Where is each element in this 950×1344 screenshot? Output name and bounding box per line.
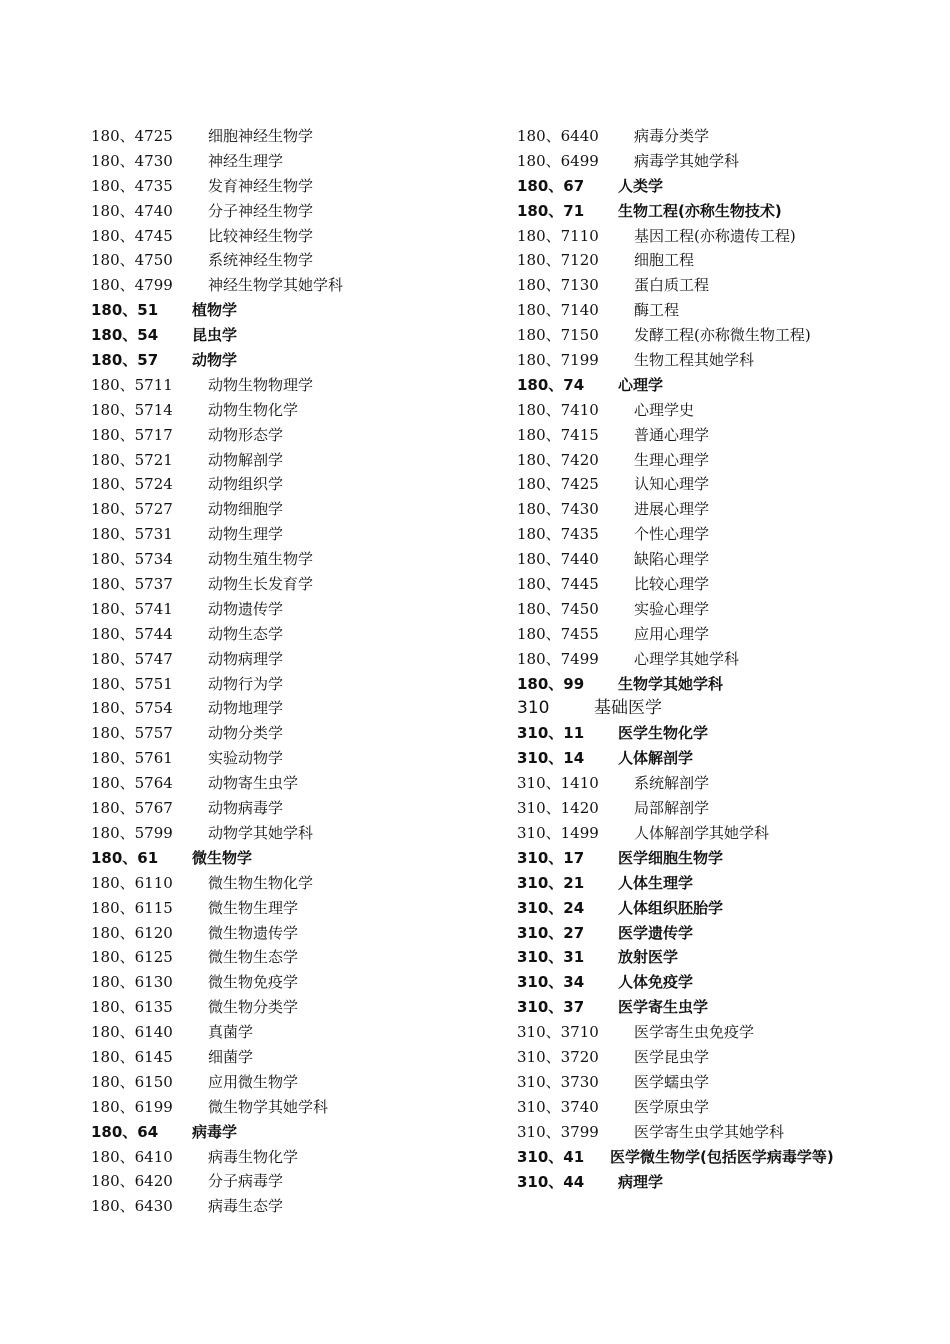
- entry-row: [91, 597, 501, 622]
- entry-label: 发酵工程(亦称微生物工程): [634, 326, 811, 345]
- entry-code: 180、4750: [91, 251, 173, 270]
- entry-code: 180、61: [91, 848, 159, 867]
- entry-label: 心理学: [618, 375, 664, 394]
- entry-row: [517, 497, 847, 522]
- entry-label: 动物生物物理学: [208, 375, 314, 394]
- entry-row: [517, 647, 847, 672]
- entry-label: 应用心理学: [634, 624, 710, 643]
- entry-code: 180、7199: [517, 351, 599, 370]
- entry-row: [91, 348, 501, 373]
- entry-code: 310、3720: [517, 1047, 599, 1066]
- entry-code: 180、5714: [91, 400, 173, 419]
- entry-code: 180、7499: [517, 649, 599, 668]
- entry-row: [91, 746, 501, 771]
- entry-label: 医学原虫学: [634, 1097, 710, 1116]
- entry-row: [91, 448, 501, 473]
- entry-code: 180、57: [91, 351, 159, 370]
- entry-row: [517, 348, 847, 373]
- entry-label: 微生物生物化学: [208, 873, 314, 892]
- entry-row: [517, 622, 847, 647]
- entry-code: 180、51: [91, 301, 159, 320]
- entry-row: [91, 1145, 501, 1170]
- entry-label: 病毒分类学: [634, 127, 710, 145]
- entry-label: 放射医学: [618, 948, 679, 967]
- entry-label: 动物解剖学: [208, 450, 284, 469]
- entry-row: [517, 298, 847, 323]
- entry-label: 生理心理学: [634, 450, 710, 469]
- entry-code: 180、54: [91, 326, 159, 345]
- entry-row: [91, 1070, 501, 1095]
- entry-label: 动物遗传学: [208, 599, 284, 618]
- entry-row: [517, 273, 847, 298]
- entry-label: 比较神经生物学: [208, 226, 314, 245]
- entry-code: 180、5727: [91, 500, 173, 519]
- entry-code: 180、6199: [91, 1097, 173, 1116]
- entry-label: 神经生物学其她学科: [208, 276, 344, 295]
- entry-code: 310、3710: [517, 1023, 599, 1042]
- entry-row: [91, 796, 501, 821]
- entry-code: 310、17: [517, 848, 585, 867]
- entry-label: 医学寄生虫免疫学: [634, 1023, 755, 1042]
- entry-row: [91, 647, 501, 672]
- entry-code: 310、44: [517, 1172, 585, 1191]
- entry-row: [91, 921, 501, 946]
- entry-row: [517, 547, 847, 572]
- entry-code: 180、5747: [91, 649, 173, 668]
- entry-label: 系统神经生物学: [208, 251, 314, 270]
- entry-row: [91, 273, 501, 298]
- entry-code: 310、1410: [517, 774, 599, 793]
- entry-row: [517, 572, 847, 597]
- entry-code: 180、7450: [517, 599, 599, 618]
- entry-code: 310、3730: [517, 1072, 599, 1091]
- entry-row: [91, 970, 501, 995]
- entry-code: 180、7415: [517, 425, 599, 444]
- entry-row: [91, 672, 501, 697]
- entry-label: 微生物遗传学: [208, 923, 299, 942]
- entry-code: 180、5731: [91, 525, 173, 544]
- entry-row: [517, 672, 847, 697]
- entry-row: [91, 199, 501, 224]
- entry-row: [91, 497, 501, 522]
- entry-label: 医学遗传学: [618, 923, 694, 942]
- entry-row: [91, 224, 501, 249]
- entry-label: 医学寄生虫学其她学科: [634, 1122, 785, 1141]
- entry-code: 180、5764: [91, 774, 173, 793]
- entry-code: 180、7445: [517, 575, 599, 594]
- entry-code: 180、7430: [517, 500, 599, 519]
- entry-code: 180、6130: [91, 973, 173, 992]
- entry-code: 180、5799: [91, 823, 173, 842]
- entry-row: [517, 224, 847, 249]
- entry-label: 动物病理学: [208, 649, 284, 668]
- entry-code: 180、5767: [91, 799, 173, 818]
- entry-label: 微生物生态学: [208, 948, 299, 967]
- entry-row: [91, 323, 501, 348]
- entry-row: [91, 1120, 501, 1145]
- entry-label: 生物工程(亦称生物技术): [618, 201, 782, 220]
- entry-label: 基因工程(亦称遗传工程): [634, 226, 796, 245]
- entry-code: 310、21: [517, 873, 585, 892]
- entry-code: 180、67: [517, 176, 585, 195]
- entry-code: 310、37: [517, 998, 585, 1017]
- entry-code: 180、74: [517, 375, 585, 394]
- entry-row: [517, 945, 847, 970]
- entry-label: 人体解剖学其她学科: [634, 823, 770, 842]
- entry-label: 动物生长发育学: [208, 575, 314, 594]
- entry-row: [517, 1070, 847, 1095]
- entry-code: 180、6430: [91, 1197, 173, 1216]
- entry-code: 180、5761: [91, 749, 173, 768]
- entry-label: 动物生殖生物学: [208, 550, 314, 569]
- entry-label: 医学微生物学(包括医学病毒学等): [610, 1147, 834, 1166]
- entry-row: [517, 373, 847, 398]
- entry-code: 310、34: [517, 973, 585, 992]
- entry-label: 心理学其她学科: [634, 649, 740, 668]
- entry-code: 180、5717: [91, 425, 173, 444]
- entry-code: 310、3740: [517, 1097, 599, 1116]
- entry-code: 180、6410: [91, 1147, 173, 1166]
- entry-label: 细胞工程: [634, 251, 695, 270]
- entry-row: [517, 1095, 847, 1120]
- entry-code: 180、5721: [91, 450, 173, 469]
- entry-code: 180、4740: [91, 201, 173, 220]
- entry-row: [91, 547, 501, 572]
- entry-row: [91, 572, 501, 597]
- entry-label: 病理学: [618, 1172, 664, 1191]
- entry-label: 人类学: [618, 176, 664, 195]
- entry-code: 180、7110: [517, 226, 599, 245]
- left-column: [91, 124, 501, 1219]
- entry-code: 180、7150: [517, 326, 599, 345]
- entry-code: 180、5734: [91, 550, 173, 569]
- entry-label: 昆虫学: [192, 326, 238, 345]
- entry-label: 微生物生理学: [208, 898, 299, 917]
- entry-row: [517, 1045, 847, 1070]
- entry-label: 动物组织学: [208, 475, 284, 494]
- entry-row: [91, 248, 501, 273]
- entry-row: [517, 896, 847, 921]
- entry-label: 病毒生物化学: [208, 1147, 299, 1166]
- entry-code: 180、6145: [91, 1047, 173, 1066]
- entry-row: [517, 174, 847, 199]
- entry-code: 180、6135: [91, 998, 173, 1017]
- entry-code: 310: [517, 698, 550, 719]
- entry-code: 180、7440: [517, 550, 599, 569]
- entry-label: 分子病毒学: [208, 1172, 284, 1191]
- entry-row: [91, 1095, 501, 1120]
- entry-label: 神经生理学: [208, 151, 284, 170]
- entry-row: [91, 846, 501, 871]
- entry-label: 实验动物学: [208, 749, 284, 768]
- entry-row: [91, 124, 501, 149]
- entry-label: 动物学: [192, 351, 238, 370]
- entry-label: 医学细胞生物学: [618, 848, 724, 867]
- entry-row: [91, 423, 501, 448]
- entry-code: 180、6125: [91, 948, 173, 967]
- entry-row: [517, 472, 847, 497]
- entry-code: 180、7425: [517, 475, 599, 494]
- entry-row: [517, 448, 847, 473]
- entry-label: 植物学: [192, 301, 238, 320]
- entry-row: [517, 871, 847, 896]
- entry-code: 180、71: [517, 201, 585, 220]
- entry-label: 人体免疫学: [618, 973, 694, 992]
- entry-row: [517, 821, 847, 846]
- entry-label: 动物形态学: [208, 425, 284, 444]
- entry-row: [91, 871, 501, 896]
- entry-row: [91, 696, 501, 721]
- entry-label: 动物分类学: [208, 724, 284, 743]
- entry-code: 180、6120: [91, 923, 173, 942]
- entry-code: 180、5711: [91, 375, 173, 394]
- entry-label: 动物学其她学科: [208, 823, 314, 842]
- entry-label: 病毒学: [192, 1122, 238, 1141]
- entry-row: [517, 124, 847, 149]
- entry-code: 310、1499: [517, 823, 599, 842]
- entry-row: [517, 721, 847, 746]
- entry-row: [517, 423, 847, 448]
- entry-label: 分子神经生物学: [208, 201, 314, 220]
- entry-label: 医学寄生虫学: [618, 998, 709, 1017]
- entry-row: [517, 746, 847, 771]
- entry-label: 微生物学: [192, 848, 253, 867]
- entry-code: 180、6440: [517, 127, 599, 145]
- right-column: [517, 124, 847, 1194]
- entry-code: 180、6110: [91, 873, 173, 892]
- entry-label: 动物生理学: [208, 525, 284, 544]
- entry-code: 180、4735: [91, 176, 173, 195]
- entry-code: 180、7455: [517, 624, 599, 643]
- entry-row: [517, 1145, 847, 1170]
- entry-label: 人体组织胚胎学: [618, 898, 724, 917]
- entry-row: [517, 248, 847, 273]
- entry-row: [91, 945, 501, 970]
- entry-code: 180、5741: [91, 599, 173, 618]
- entry-row: [91, 1020, 501, 1045]
- entry-label: 缺陷心理学: [634, 550, 710, 569]
- entry-row: [517, 921, 847, 946]
- entry-label: 个性心理学: [634, 525, 710, 544]
- entry-code: 180、4745: [91, 226, 173, 245]
- entry-row: [91, 622, 501, 647]
- entry-label: 生物学其她学科: [618, 674, 724, 693]
- entry-label: 微生物学其她学科: [208, 1097, 329, 1116]
- entry-row: [517, 149, 847, 174]
- entry-code: 180、5754: [91, 699, 173, 718]
- entry-code: 180、6499: [517, 151, 599, 170]
- entry-label: 病毒生态学: [208, 1197, 284, 1216]
- entry-code: 180、6420: [91, 1172, 173, 1191]
- entry-row: [91, 1194, 501, 1219]
- entry-label: 动物病毒学: [208, 799, 284, 818]
- entry-code: 310、1420: [517, 799, 599, 818]
- entry-code: 180、7120: [517, 251, 599, 270]
- entry-row: [517, 597, 847, 622]
- entry-label: 普通心理学: [634, 425, 710, 444]
- entry-label: 微生物免疫学: [208, 973, 299, 992]
- entry-row: [91, 472, 501, 497]
- entry-label: 局部解剖学: [634, 799, 710, 818]
- entry-code: 180、5724: [91, 475, 173, 494]
- entry-row: [91, 174, 501, 199]
- entry-row: [517, 398, 847, 423]
- entry-code: 310、31: [517, 948, 585, 967]
- entry-row: [517, 522, 847, 547]
- entry-row: [91, 1169, 501, 1194]
- entry-code: 180、7410: [517, 400, 599, 419]
- entry-row: [91, 721, 501, 746]
- entry-label: 真菌学: [208, 1023, 254, 1042]
- entry-code: 180、6140: [91, 1023, 173, 1042]
- entry-row: [91, 1045, 501, 1070]
- entry-code: 180、5744: [91, 624, 173, 643]
- entry-code: 310、14: [517, 749, 585, 768]
- entry-label: 动物细胞学: [208, 500, 284, 519]
- entry-row: [91, 821, 501, 846]
- entry-label: 细胞神经生物学: [208, 127, 314, 145]
- entry-code: 180、7140: [517, 301, 599, 320]
- entry-row: [91, 149, 501, 174]
- entry-code: 180、6115: [91, 898, 173, 917]
- entry-label: 细菌学: [208, 1047, 254, 1066]
- entry-code: 180、4725: [91, 127, 173, 145]
- entry-row: [517, 1170, 847, 1195]
- entry-code: 310、41: [517, 1147, 585, 1166]
- entry-row: [517, 1020, 847, 1045]
- entry-row: [517, 199, 847, 224]
- entry-row: [517, 970, 847, 995]
- entry-label: 实验心理学: [634, 599, 710, 618]
- entry-row: [91, 298, 501, 323]
- entry-label: 基础医学: [594, 698, 662, 719]
- entry-label: 心理学史: [634, 400, 695, 419]
- entry-label: 进展心理学: [634, 500, 710, 519]
- entry-row: [91, 995, 501, 1020]
- entry-code: 180、99: [517, 674, 585, 693]
- entry-label: 酶工程: [634, 301, 680, 320]
- entry-label: 认知心理学: [634, 475, 710, 494]
- entry-code: 310、3799: [517, 1122, 599, 1141]
- entry-code: 180、7130: [517, 276, 599, 295]
- entry-label: 动物寄生虫学: [208, 774, 299, 793]
- entry-label: 动物生物化学: [208, 400, 299, 419]
- entry-label: 医学蠕虫学: [634, 1072, 710, 1091]
- entry-code: 310、11: [517, 724, 585, 743]
- entry-label: 医学昆虫学: [634, 1047, 710, 1066]
- entry-label: 人体解剖学: [618, 749, 694, 768]
- entry-row: [517, 771, 847, 796]
- entry-code: 180、4799: [91, 276, 173, 295]
- entry-label: 蛋白质工程: [634, 276, 710, 295]
- entry-row: [517, 323, 847, 348]
- entry-row: [517, 846, 847, 871]
- entry-code: 180、5751: [91, 674, 173, 693]
- entry-row: [91, 373, 501, 398]
- entry-code: 180、5737: [91, 575, 173, 594]
- entry-row: [517, 796, 847, 821]
- entry-label: 动物生态学: [208, 624, 284, 643]
- entry-row: [91, 398, 501, 423]
- entry-row: [91, 896, 501, 921]
- entry-label: 动物行为学: [208, 674, 284, 693]
- entry-code: 310、24: [517, 898, 585, 917]
- entry-code: 180、4730: [91, 151, 173, 170]
- entry-label: 病毒学其她学科: [634, 151, 740, 170]
- entry-row: [517, 696, 847, 721]
- entry-label: 应用微生物学: [208, 1072, 299, 1091]
- entry-label: 生物工程其她学科: [634, 351, 755, 370]
- entry-row: [91, 522, 501, 547]
- entry-code: 180、64: [91, 1122, 159, 1141]
- entry-code: 310、27: [517, 923, 585, 942]
- entry-label: 发育神经生物学: [208, 176, 314, 195]
- entry-label: 动物地理学: [208, 699, 284, 718]
- entry-row: [91, 771, 501, 796]
- entry-label: 微生物分类学: [208, 998, 299, 1017]
- entry-row: [517, 995, 847, 1020]
- entry-label: 系统解剖学: [634, 774, 710, 793]
- entry-label: 比较心理学: [634, 575, 710, 594]
- entry-label: 人体生理学: [618, 873, 694, 892]
- entry-code: 180、6150: [91, 1072, 173, 1091]
- entry-label: 医学生物化学: [618, 724, 709, 743]
- entry-code: 180、7435: [517, 525, 599, 544]
- entry-code: 180、5757: [91, 724, 173, 743]
- entry-row: [517, 1120, 847, 1145]
- entry-code: 180、7420: [517, 450, 599, 469]
